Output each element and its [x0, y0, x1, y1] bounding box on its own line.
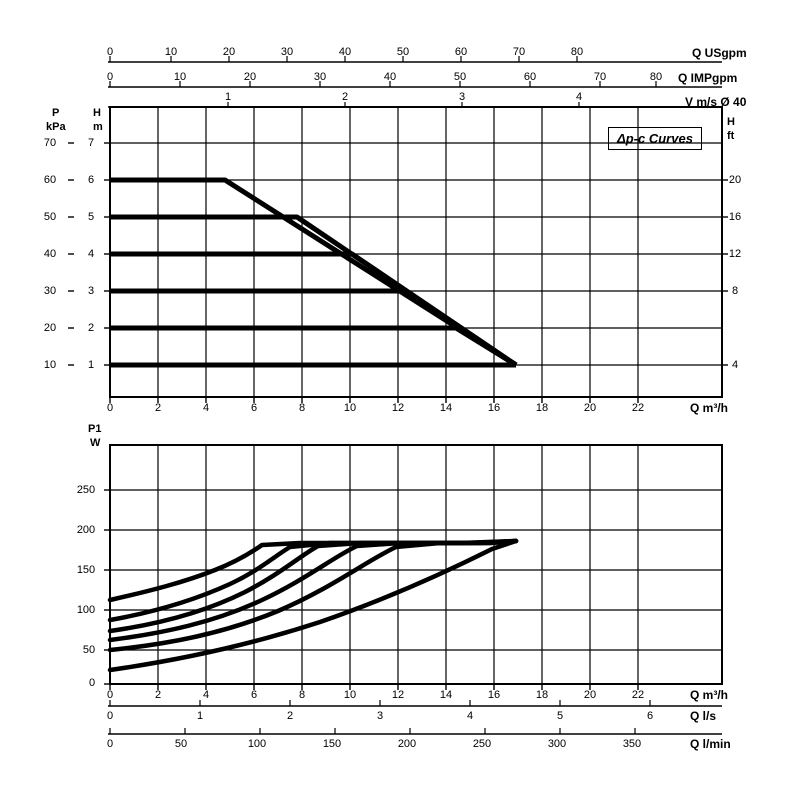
tick-kpa: 70	[43, 137, 57, 149]
tick-kpa: 40	[43, 248, 57, 260]
tick-feet: 20	[728, 174, 742, 186]
tick-usgpm: 50	[396, 46, 410, 58]
power-plot-grid	[110, 445, 722, 684]
power-x-axis-name: Q m³/h	[690, 688, 728, 702]
axis-label-H-right: H	[727, 116, 735, 128]
tick-q-power: 12	[391, 689, 405, 701]
power-plot-frame	[110, 445, 722, 684]
tick-meters: 5	[87, 211, 95, 223]
axis-label-P: P	[52, 107, 60, 119]
head-curve-2m	[110, 328, 516, 365]
tick-impgpm: 0	[106, 71, 114, 83]
tick-q-head: 12	[391, 402, 405, 414]
tick-kpa: 10	[43, 359, 57, 371]
tick-p1: 200	[76, 524, 96, 536]
power-curve-2	[110, 541, 516, 620]
tick-vms: 3	[458, 91, 466, 103]
tick-q-head: 16	[487, 402, 501, 414]
tick-q-head: 18	[535, 402, 549, 414]
tick-q-power: 10	[343, 689, 357, 701]
tick-p1: 50	[82, 644, 96, 656]
tick-impgpm: 60	[523, 71, 537, 83]
tick-impgpm: 80	[649, 71, 663, 83]
tick-usgpm: 0	[106, 46, 114, 58]
tick-ls: 5	[556, 710, 564, 722]
axis-label-P1: P1	[88, 423, 102, 435]
tick-lmin: 250	[472, 738, 492, 750]
tick-impgpm: 30	[313, 71, 327, 83]
power-curve-5	[110, 541, 516, 650]
tick-q-power: 4	[202, 689, 210, 701]
tick-kpa: 60	[43, 174, 57, 186]
tick-q-head: 14	[439, 402, 453, 414]
tick-lmin: 0	[106, 738, 114, 750]
tick-p1: 0	[88, 677, 96, 689]
tick-usgpm: 80	[570, 46, 584, 58]
tick-q-power: 22	[631, 689, 645, 701]
tick-lmin: 200	[397, 738, 417, 750]
tick-ls: 0	[106, 710, 114, 722]
tick-impgpm: 70	[593, 71, 607, 83]
axis-label-m-left: m	[93, 121, 103, 133]
tick-meters: 6	[87, 174, 95, 186]
tick-vms: 2	[341, 91, 349, 103]
tick-usgpm: 20	[222, 46, 236, 58]
tick-feet: 16	[728, 211, 742, 223]
dp-c-curves-badge: Δp-c Curves	[608, 127, 702, 150]
tick-usgpm: 60	[454, 46, 468, 58]
top-axis-vms-name: V m/s Ø 40	[685, 95, 747, 109]
tick-usgpm: 30	[280, 46, 294, 58]
tick-q-power: 6	[250, 689, 258, 701]
tick-impgpm: 50	[453, 71, 467, 83]
power-curve-group	[110, 541, 516, 670]
tick-q-power: 0	[106, 689, 114, 701]
tick-q-head: 8	[298, 402, 306, 414]
axis-label-ft-right: ft	[727, 130, 735, 142]
tick-p1: 250	[76, 484, 96, 496]
axis-label-W: W	[90, 437, 101, 449]
tick-kpa: 50	[43, 211, 57, 223]
ticks-ls	[110, 700, 650, 706]
tick-meters: 1	[87, 359, 95, 371]
ticks-impgpm	[110, 81, 656, 87]
ticks-usgpm	[110, 56, 577, 62]
tick-meters: 3	[87, 285, 95, 297]
tick-lmin: 150	[322, 738, 342, 750]
tick-lmin: 100	[247, 738, 267, 750]
head-left-ticks	[68, 143, 110, 365]
axis-label-H-left: H	[93, 107, 101, 119]
tick-ls: 1	[196, 710, 204, 722]
tick-meters: 2	[87, 322, 95, 334]
head-curve-4m	[110, 254, 516, 365]
tick-meters: 4	[87, 248, 95, 260]
tick-q-head: 22	[631, 402, 645, 414]
head-curve-6m	[110, 180, 516, 365]
tick-q-power: 14	[439, 689, 453, 701]
tick-q-head: 2	[154, 402, 162, 414]
tick-vms: 4	[575, 91, 583, 103]
ticks-lmin	[110, 728, 635, 734]
tick-q-power: 8	[298, 689, 306, 701]
tick-impgpm: 20	[243, 71, 257, 83]
tick-kpa: 20	[43, 322, 57, 334]
tick-meters: 7	[87, 137, 95, 149]
tick-feet: 12	[728, 248, 742, 260]
tick-q-head: 10	[343, 402, 357, 414]
tick-vms: 1	[224, 91, 232, 103]
tick-usgpm: 40	[338, 46, 352, 58]
tick-q-power: 20	[583, 689, 597, 701]
tick-ls: 3	[376, 710, 384, 722]
tick-kpa: 30	[43, 285, 57, 297]
tick-lmin: 350	[622, 738, 642, 750]
tick-usgpm: 70	[512, 46, 526, 58]
tick-q-power: 18	[535, 689, 549, 701]
tick-q-power: 16	[487, 689, 501, 701]
tick-ls: 4	[466, 710, 474, 722]
tick-lmin: 50	[174, 738, 188, 750]
power-ls-axis-name: Q l/s	[690, 709, 717, 723]
tick-q-head: 20	[583, 402, 597, 414]
head-curve-group	[110, 180, 516, 365]
power-lmin-axis-name: Q l/min	[690, 737, 731, 751]
top-axis-impgpm-name: Q IMPgpm	[678, 71, 738, 85]
tick-feet: 8	[731, 285, 739, 297]
tick-usgpm: 10	[164, 46, 178, 58]
tick-p1: 100	[76, 604, 96, 616]
tick-feet: 4	[731, 359, 739, 371]
tick-impgpm: 40	[383, 71, 397, 83]
tick-p1: 150	[76, 564, 96, 576]
axis-label-kPa: kPa	[46, 121, 66, 133]
tick-q-head: 6	[250, 402, 258, 414]
tick-ls: 6	[646, 710, 654, 722]
head-x-axis-name: Q m³/h	[690, 401, 728, 415]
tick-q-power: 2	[154, 689, 162, 701]
tick-q-head: 0	[106, 402, 114, 414]
tick-impgpm: 10	[173, 71, 187, 83]
top-axis-usgpm-name: Q USgpm	[692, 46, 747, 60]
tick-ls: 2	[286, 710, 294, 722]
tick-lmin: 300	[547, 738, 567, 750]
tick-q-head: 4	[202, 402, 210, 414]
